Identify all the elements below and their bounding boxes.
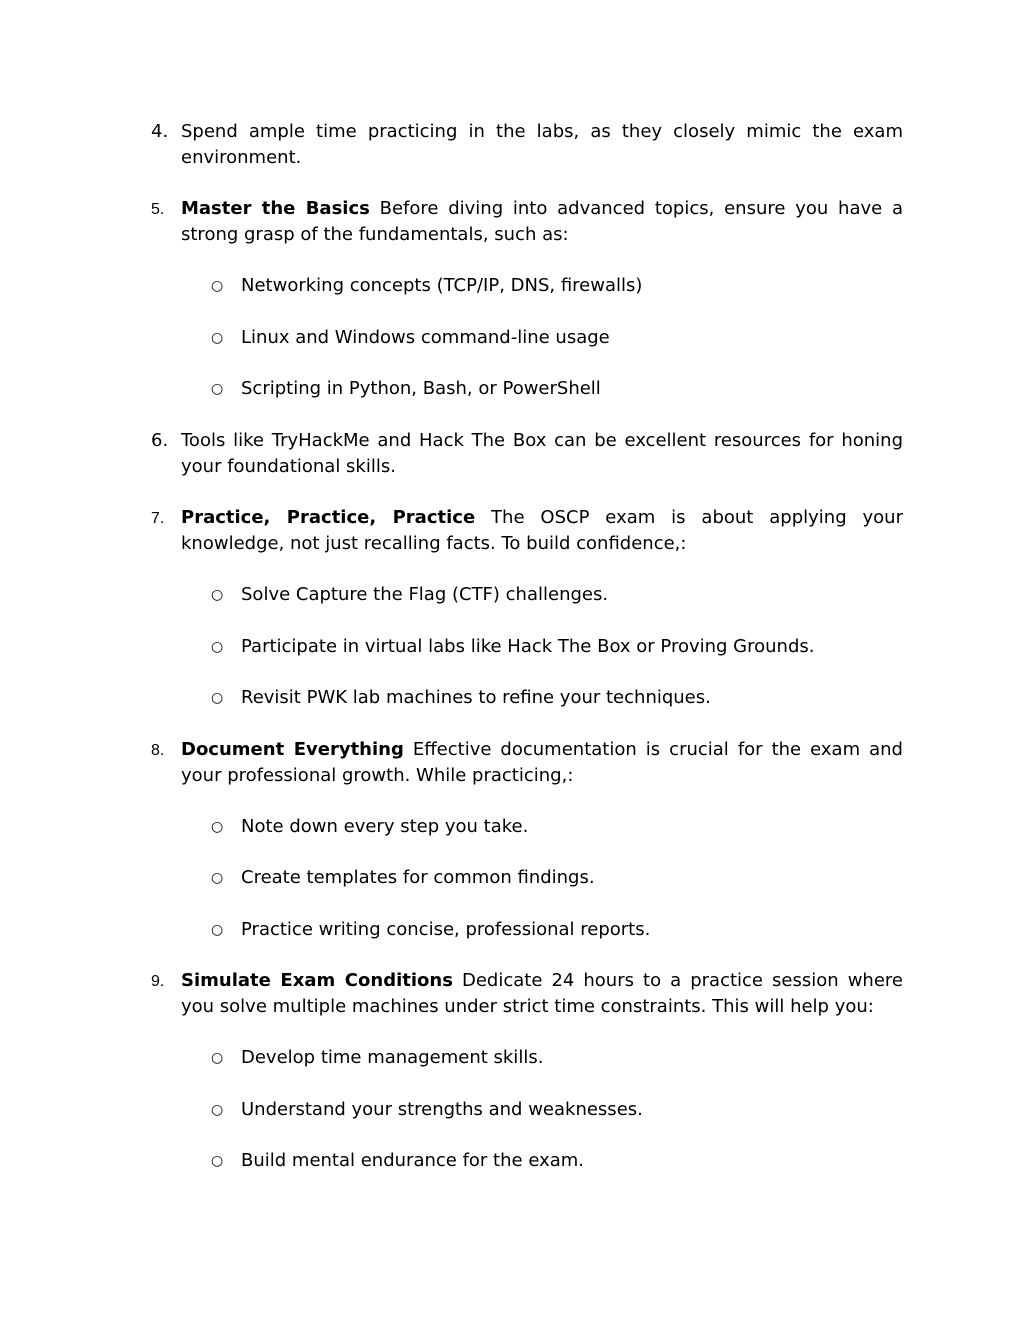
- bullet-circle-icon: ○: [211, 330, 224, 346]
- bullet-item: [211, 917, 650, 944]
- bullet-circle-icon: ○: [211, 870, 224, 886]
- item-number: 6.: [151, 430, 169, 451]
- bullet-item: [211, 376, 601, 403]
- bullet-circle-icon: ○: [211, 690, 224, 706]
- bullet-item: [211, 1148, 584, 1175]
- item-body: Dedicate 24 hours to a practice session where you solve multiple machines under strict time constraints. This will help you:: [181, 970, 903, 1017]
- bullet-text: Create templates for common findings.: [241, 867, 595, 888]
- bullet-text: Scripting in Python, Bash, or PowerShell: [241, 378, 601, 399]
- bullet-item: [211, 325, 610, 352]
- item-text: [181, 737, 903, 789]
- bullet-text: Linux and Windows command-line usage: [241, 327, 610, 348]
- bullet-circle-icon: ○: [211, 819, 224, 835]
- bullet-circle-icon: ○: [211, 1050, 224, 1066]
- item-text: [181, 505, 903, 557]
- bullet-text: Revisit PWK lab machines to refine your techniques.: [241, 687, 711, 708]
- bullet-item: [211, 865, 595, 892]
- list-item-7: [151, 505, 903, 557]
- bullet-text: Develop time management skills.: [241, 1047, 544, 1068]
- list-item-5: [151, 196, 903, 248]
- bullet-circle-icon: ○: [211, 1102, 224, 1118]
- bullet-item: [211, 685, 711, 712]
- bullet-text: Practice writing concise, professional reports.: [241, 919, 651, 940]
- item-number: 4.: [151, 121, 169, 142]
- bullet-item: [211, 1097, 643, 1124]
- bullet-text: Build mental endurance for the exam.: [241, 1150, 585, 1171]
- item-text: Tools like TryHackMe and Hack The Box can be excellent resources for honing your foundational skills.: [181, 430, 903, 477]
- list-item-6: [151, 428, 903, 480]
- bullet-circle-icon: ○: [211, 1153, 224, 1169]
- item-heading: Simulate Exam Conditions: [181, 970, 453, 991]
- item-number: 7.: [151, 510, 165, 527]
- bullet-text: Networking concepts (TCP/IP, DNS, firewalls): [241, 275, 643, 296]
- item-body: Effective documentation is crucial for the exam and your professional growth. While practicing,:: [181, 739, 903, 786]
- item-heading: Practice, Practice, Practice: [181, 507, 476, 528]
- bullet-circle-icon: ○: [211, 278, 224, 294]
- bullet-circle-icon: ○: [211, 587, 224, 603]
- bullet-item: [211, 634, 814, 661]
- bullet-text: Solve Capture the Flag (CTF) challenges.: [241, 584, 609, 605]
- bullet-item: [211, 273, 642, 300]
- item-number: 5.: [151, 201, 165, 218]
- bullet-item: [211, 582, 608, 609]
- list-item-8: [151, 737, 903, 789]
- bullet-circle-icon: ○: [211, 381, 224, 397]
- item-number: 8.: [151, 742, 165, 759]
- bullet-circle-icon: ○: [211, 639, 224, 655]
- list-item-4: [151, 119, 903, 171]
- bullet-text: Participate in virtual labs like Hack The Box or Proving Grounds.: [241, 636, 815, 657]
- item-number: 9.: [151, 973, 165, 990]
- item-heading: Document Everything: [181, 739, 404, 760]
- item-body: The OSCP exam is about applying your knowledge, not just recalling facts. To build confidence,:: [181, 507, 903, 554]
- bullet-item: [211, 1045, 543, 1072]
- item-text: [181, 968, 903, 1020]
- item-body: Before diving into advanced topics, ensure you have a strong grasp of the fundamentals, such as:: [181, 198, 903, 245]
- item-text: [181, 196, 903, 248]
- bullet-item: [211, 814, 528, 841]
- bullet-text: Note down every step you take.: [241, 816, 529, 837]
- item-text: Spend ample time practicing in the labs, as they closely mimic the exam environment.: [181, 121, 903, 168]
- list-item-9: [151, 968, 903, 1020]
- bullet-text: Understand your strengths and weaknesses.: [241, 1099, 643, 1120]
- item-heading: Master the Basics: [181, 198, 370, 219]
- bullet-circle-icon: ○: [211, 922, 224, 938]
